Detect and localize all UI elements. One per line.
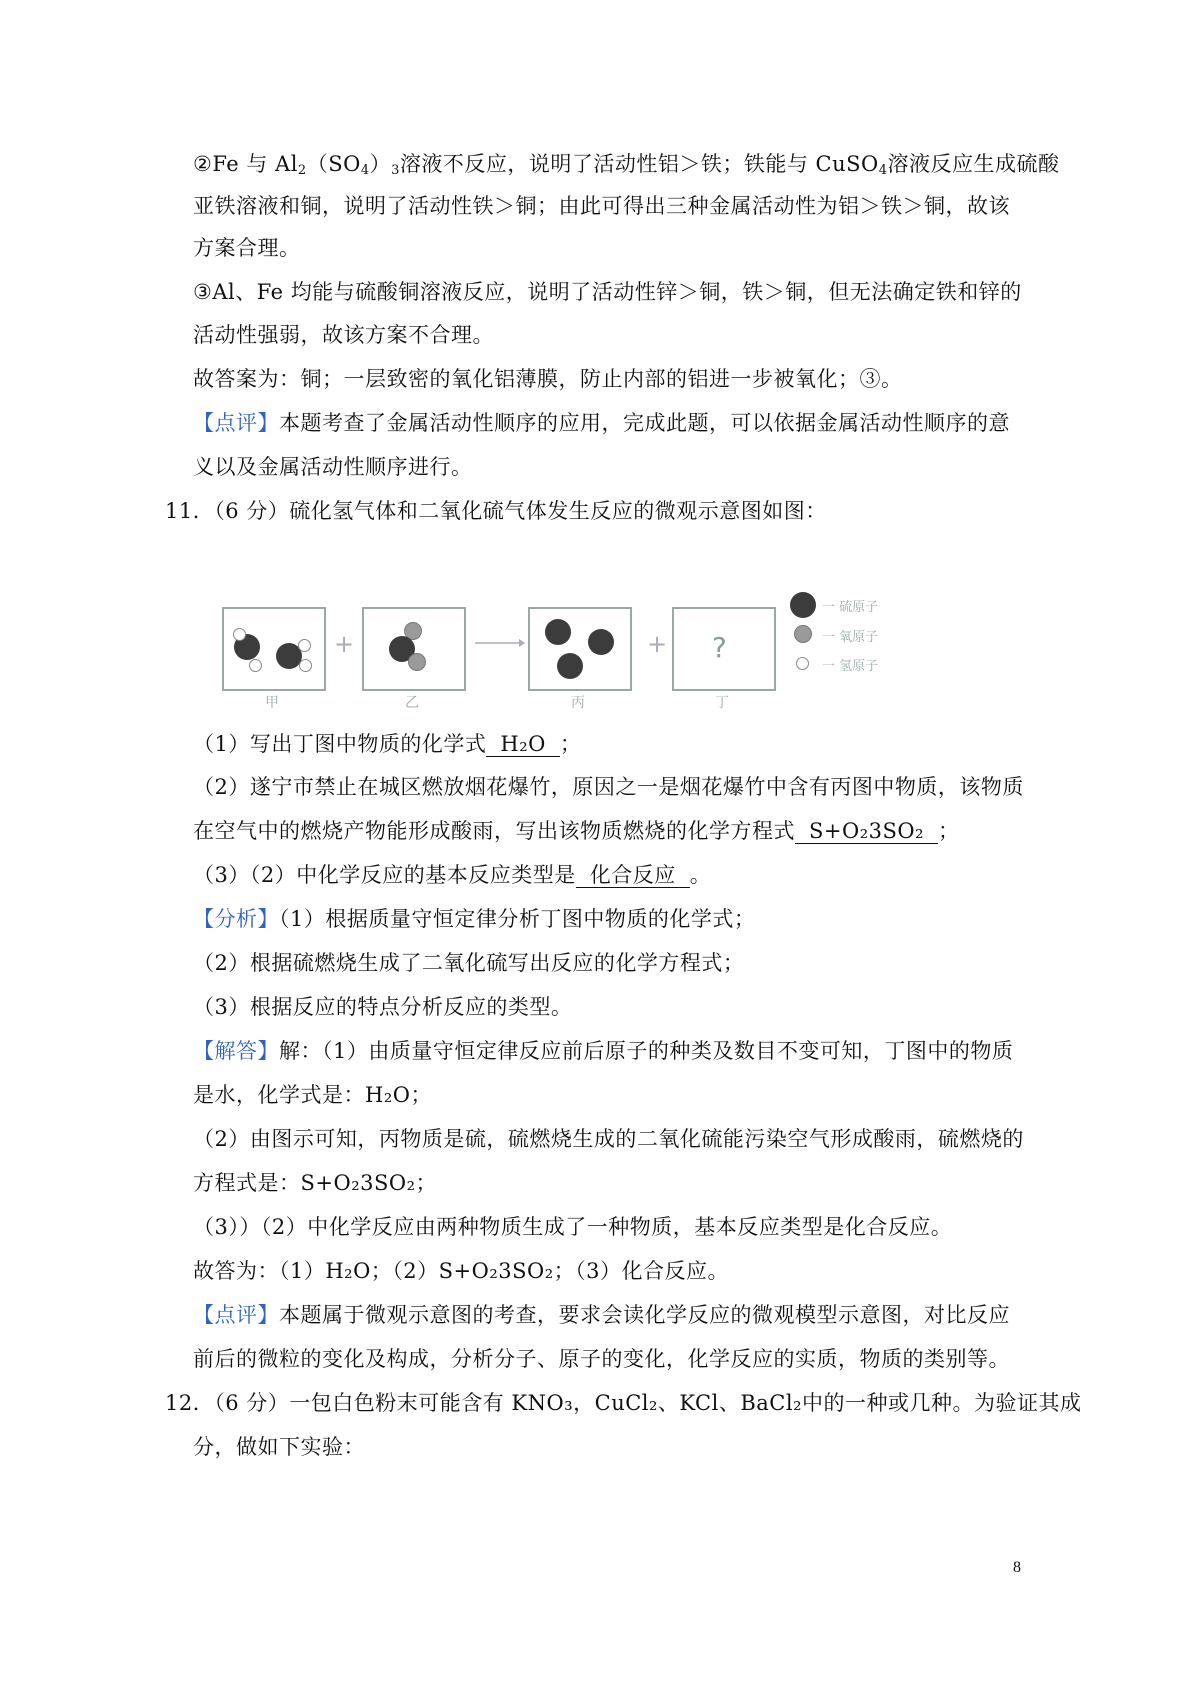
text-line-4: ③Al、Fe 均能与硫酸铜溶液反应，说明了活动性锌＞铜，铁＞铜，但无法确定铁和锌的 <box>193 280 1022 304</box>
solution-tag: 【解答】 <box>193 1039 279 1063</box>
sulfur-atom <box>545 619 571 645</box>
answer-blank-1: H₂O <box>486 733 559 757</box>
analysis-line-3: （3）根据反应的特点分析反应的类型。 <box>193 995 573 1019</box>
text-line-6: 故答案为：铜；一层致密的氧化铝薄膜，防止内部的铝进一步被氧化；③。 <box>193 367 903 391</box>
comment-line-2: 义以及金属活动性顺序进行。 <box>193 455 473 479</box>
box-bing <box>528 607 632 691</box>
solution-line-4: 方程式是：S+O₂3SO₂； <box>193 1171 437 1195</box>
question-mark: ? <box>712 631 727 664</box>
analysis-line-2: （2）根据硫燃烧生成了二氧化硫写出反应的化学方程式； <box>193 951 745 975</box>
legend-sulfur-atom <box>790 592 816 618</box>
text-line-5: 活动性强弱，故该方案不合理。 <box>193 323 494 347</box>
solution-line-6: 故答为：（1）H₂O；（2）S+O₂3SO₂；（3）化合反应。 <box>193 1259 730 1283</box>
sulfur-atom <box>557 653 583 679</box>
text-line-2: 亚铁溶液和铜，说明了活动性铁＞铜；由此可得出三种金属活动性为铝＞铁＞铜，故该 <box>193 194 1010 218</box>
analysis-tag: 【分析】 <box>193 907 279 931</box>
solution-line-5: （3））（2）中化学反应由两种物质生成了一种物质，基本反应类型是化合反应。 <box>193 1215 953 1239</box>
solution-line-2: 是水，化学式是：H₂O； <box>193 1083 432 1107</box>
plus-sign: + <box>647 630 668 658</box>
answer-blank-2: S+O₂3SO₂ <box>795 820 938 844</box>
solution-line-3: （2）由图示可知，丙物质是硫，硫燃烧生成的二氧化硫能污染空气形成酸雨，硫燃烧的 <box>193 1127 1024 1151</box>
review-tag: 【点评】 <box>193 1303 279 1327</box>
part-3: （3）（2）中化学反应的基本反应类型是 化合反应 。 <box>193 863 712 887</box>
hydrogen-atom <box>233 628 246 641</box>
reaction-figure <box>222 585 942 710</box>
plus-sign: + <box>334 630 355 658</box>
solution-line-1: 【解答】解：（1）由质量守恒定律反应前后原子的种类及数目不变可知，丁图中的物质 <box>193 1039 1014 1063</box>
question-11-title: 11．（6 分）硫化氢气体和二氧化硫气体发生反应的微观示意图如图： <box>165 499 827 523</box>
comment-line-1: 【点评】本题考查了金属活动性顺序的应用，完成此题，可以依据金属活动性顺序的意 <box>193 411 1010 435</box>
page-number: 8 <box>1013 1559 1021 1576</box>
answer-blank-3: 化合反应 <box>576 864 690 888</box>
review-line-1: 【点评】本题属于微观示意图的考查，要求会读化学反应的微观模型示意图，对比反应 <box>193 1303 1010 1327</box>
hydrogen-atom <box>249 659 262 672</box>
part-2-line-1: （2）遂宁市禁止在城区燃放烟花爆竹，原因之一是烟花爆竹中含有丙图中物质，该物质 <box>193 775 1024 799</box>
box-ding <box>672 607 776 691</box>
part-1: （1）写出丁图中物质的化学式 H₂O ； <box>193 732 582 756</box>
legend-hydrogen-label: 一 氢原子 <box>822 659 879 674</box>
part-2-line-2: 在空气中的燃烧产物能形成酸雨，写出该物质燃烧的化学方程式 S+O₂3SO₂ ； <box>193 819 960 843</box>
question-12-title: 12．（6 分）一包白色粉末可能含有 KNO₃，CuCl₂、KCl、BaCl₂中的一种或几种。为验证其成 <box>165 1391 1082 1415</box>
caption-jia: 甲 <box>265 695 279 711</box>
oxygen-atom <box>408 653 426 671</box>
comment-tag: 【点评】 <box>193 411 279 435</box>
text-line-3: 方案合理。 <box>193 236 301 260</box>
box-yi <box>362 607 466 691</box>
sulfur-atom <box>588 629 614 655</box>
caption-yi: 乙 <box>405 695 419 711</box>
hydrogen-atom <box>299 659 312 672</box>
legend-oxygen-label: 一 氧原子 <box>822 630 879 645</box>
legend-oxygen-atom <box>794 625 812 643</box>
legend-hydrogen-atom <box>796 657 809 670</box>
legend-sulfur-label: 一 硫原子 <box>822 600 879 615</box>
caption-ding: 丁 <box>715 695 729 711</box>
text-line-1: ②Fe 与 $Al_2(SO_4)_3$溶液不反应，说明了活动性铝＞铁；铁能与 CuSO$_4$溶液反应生成硫酸 <box>193 152 1060 178</box>
box-jia <box>222 607 326 691</box>
question-12-line-2: 分，做如下实验： <box>193 1435 365 1459</box>
analysis-line-1: 【分析】（1）根据质量守恒定律分析丁图中物质的化学式； <box>193 907 756 931</box>
caption-bing: 丙 <box>571 695 585 711</box>
review-line-2: 前后的微粒的变化及构成，分析分子、原子的变化，化学反应的实质，物质的类别等。 <box>193 1347 1010 1371</box>
hydrogen-atom <box>298 639 311 652</box>
arrow-icon <box>475 637 525 649</box>
